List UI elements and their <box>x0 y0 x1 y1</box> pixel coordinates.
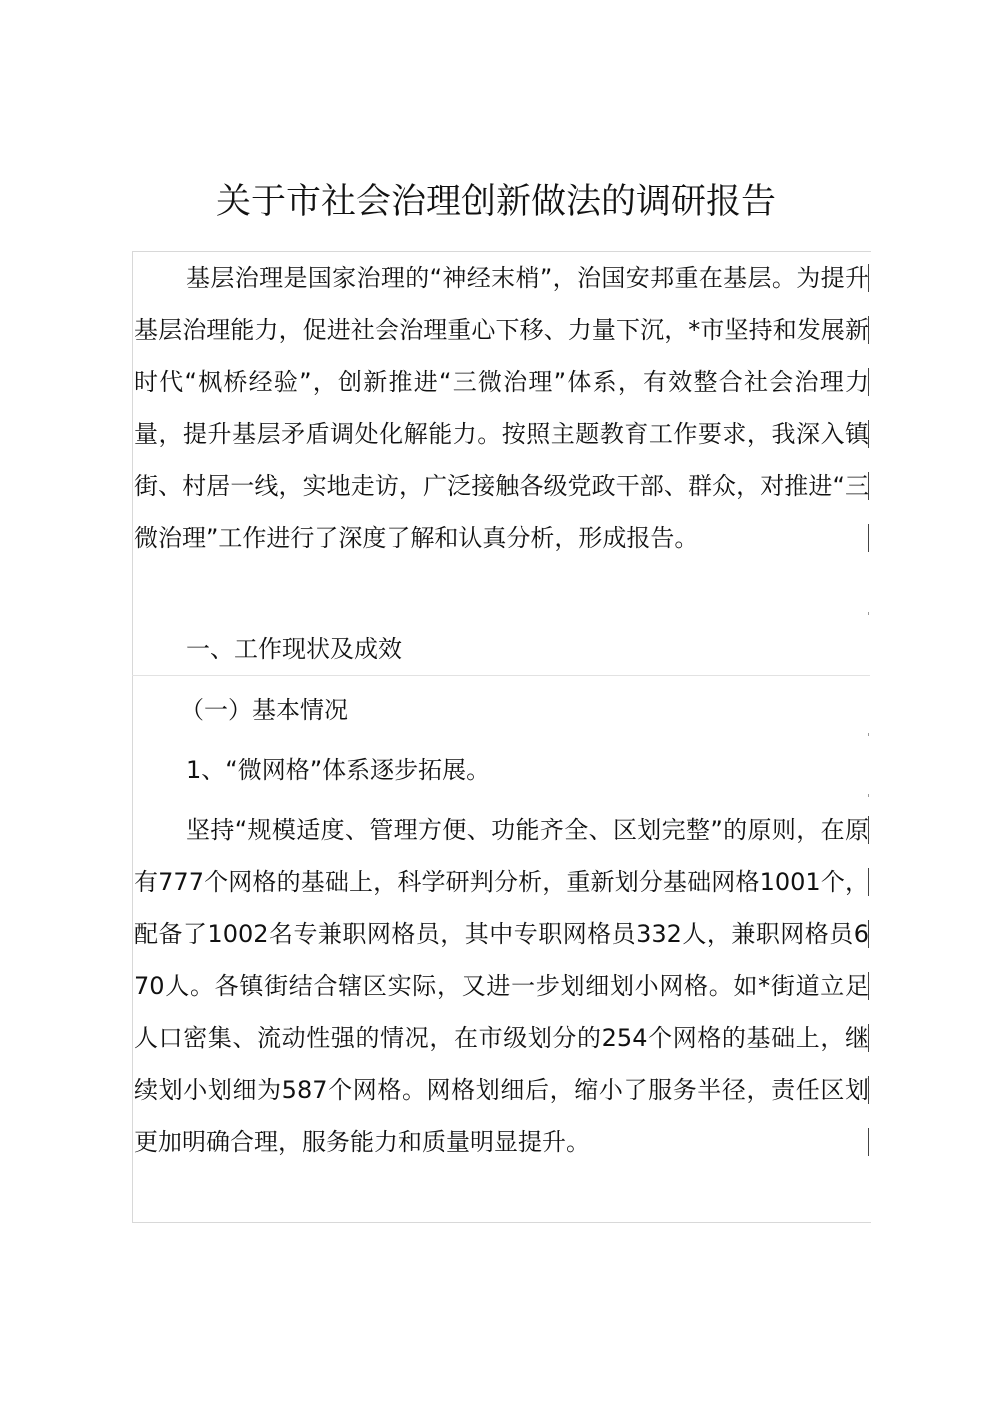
item-heading: 1、“微网格”体系逐步拓展。 <box>186 756 491 784</box>
item-paragraph: 坚持“规模适度、管理方便、功能齐全、区划完整”的原则，在原有777个网格的基础上，科学研判分析，重新划分基础网格1001个，配备了1002名专兼职网格员，其中专职网格员332人，兼职网格员670人。各镇街结合辖区实际，又进一步划细划小网格。如*街道立足人口密集、流动性强的情况，在市级划分的254个网格的基础上，继续划小划细为587个网格。网格划细后，缩小了服务半径，责任区划更加明确合理，服务能力和质量明显提升。 <box>134 816 869 1156</box>
section-divider <box>132 675 870 676</box>
line-mark <box>868 612 869 615</box>
document-title: 关于市社会治理创新做法的调研报告 <box>215 182 776 222</box>
section-heading: 一、工作现状及成效 <box>186 635 402 663</box>
subsection-heading: （一）基本情况 <box>180 696 348 724</box>
intro-paragraph: 基层治理是国家治理的“神经末梢”，治国安邦重在基层。为提升基层治理能力，促进社会治理重心下移、力量下沉，*市坚持和发展新时代“枫桥经验”，创新推进“三微治理”体系，有效整合社会治理力量，提升基层矛盾调处化解能力。按照主题教育工作要求，我深入镇街、村居一线，实地走访，广泛接触各级党政干部、群众，对推进“三微治理”工作进行了深度了解和认真分析，形成报告。 <box>134 264 869 552</box>
